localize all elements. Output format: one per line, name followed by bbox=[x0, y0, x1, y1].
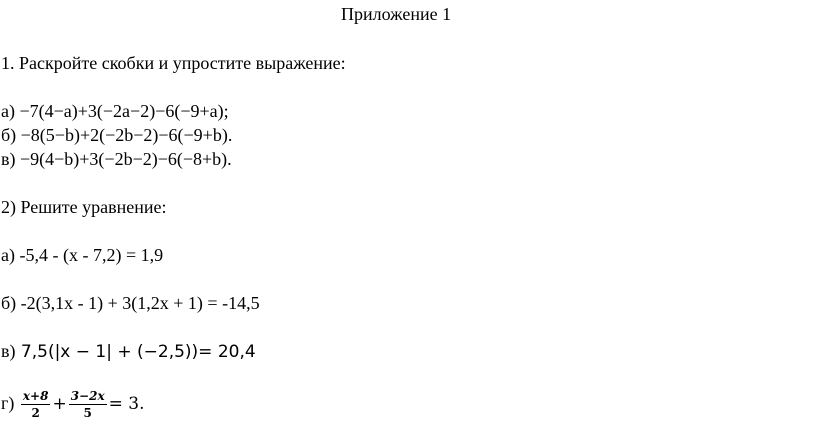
task2-heading: 2) Решите уравнение: bbox=[1, 197, 167, 217]
task1-item-v: в) −9(4−b)+3(−2b−2)−6(−8+b). bbox=[1, 149, 232, 169]
fraction-2-denominator: 5 bbox=[83, 405, 92, 420]
task1-item-a: а) −7(4−a)+3(−2a−2)−6(−9+a); bbox=[1, 101, 229, 121]
task1-item-b: б) −8(5−b)+2(−2b−2)−6(−9+b). bbox=[1, 125, 233, 145]
task2-item-v bbox=[1, 341, 256, 362]
item-g-label: г) bbox=[1, 393, 15, 413]
item-v-label: в) bbox=[1, 341, 16, 361]
item-v-expression: 7,5(|x − 1| + (−2,5))= 20,4 bbox=[15, 342, 256, 362]
fraction-2-numerator: 3−2x bbox=[70, 388, 105, 403]
fraction-2 bbox=[69, 390, 107, 420]
task1-heading: 1. Раскройте скобки и упростите выражение: bbox=[1, 53, 346, 73]
task2-item-a: а) -5,4 - (x - 7,2) = 1,9 bbox=[1, 245, 164, 265]
fraction-1 bbox=[21, 390, 51, 420]
page-title: Приложение 1 bbox=[341, 4, 452, 24]
task2-item-g bbox=[1, 382, 145, 425]
fraction-1-denominator: 2 bbox=[31, 405, 40, 420]
plus-sign: + bbox=[52, 394, 67, 414]
fraction-1-numerator: x+8 bbox=[22, 388, 49, 403]
task2-item-b: б) -2(3,1x - 1) + 3(1,2x + 1) = -14,5 bbox=[1, 293, 260, 313]
item-g-rest: = 3. bbox=[108, 394, 145, 414]
